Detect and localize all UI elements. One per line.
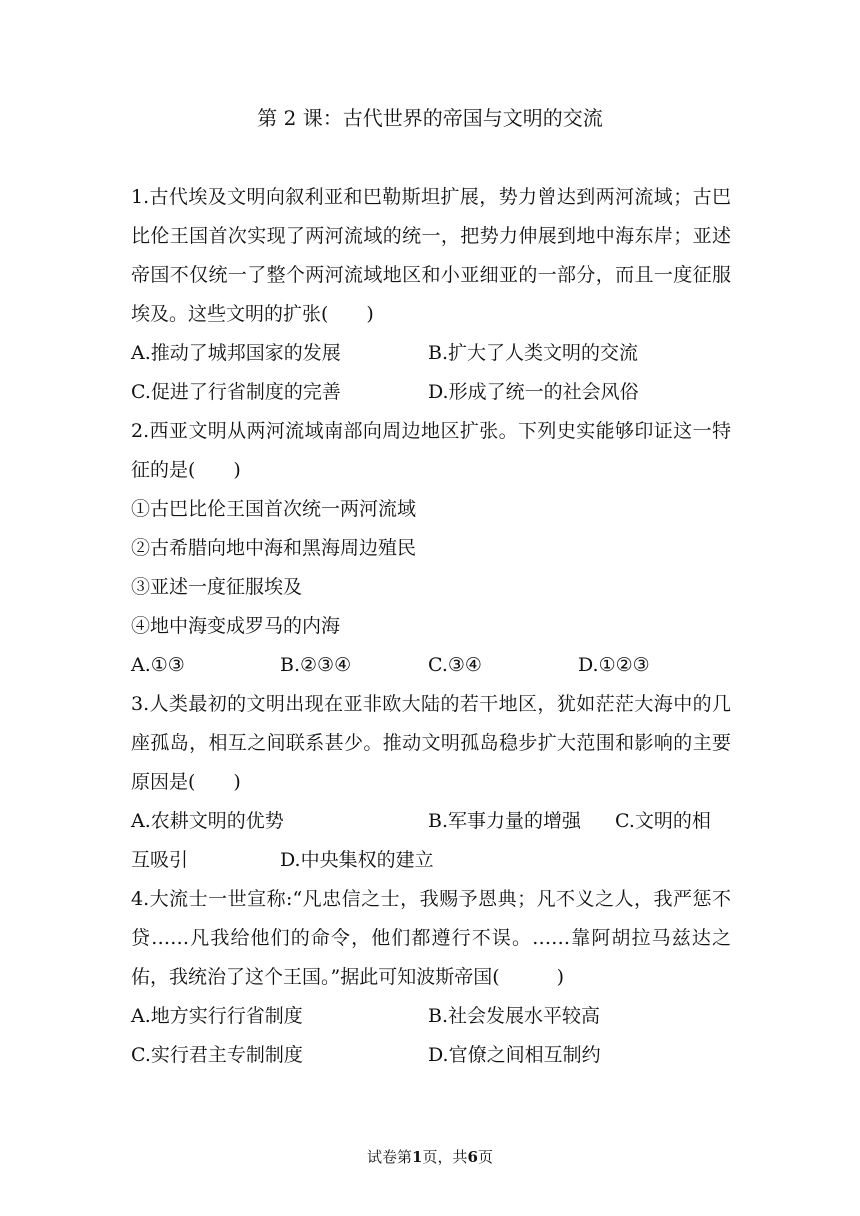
question-2-option-c[interactable]: C.③④ bbox=[428, 654, 482, 676]
footer-total-pages: 6 bbox=[467, 1148, 478, 1166]
question-2-stem: 2.西亚文明从两河流域南部向周边地区扩张。下列史实能够印证这一特征的是( ) bbox=[131, 420, 731, 481]
question-3-options-row-1 bbox=[131, 802, 731, 841]
question-1-stem: 1.古代埃及文明向叙利亚和巴勒斯坦扩展，势力曾达到两河流域；古巴比伦王国首次实现了两河流域的统一，把势力伸展到地中海东岸；亚述帝国不仅统一了整个两河流域地区和小亚细亚的一部分，而且一度征服埃及。这些文明的扩张( ) bbox=[131, 186, 731, 325]
question-1-option-c[interactable]: C.促进了行省制度的完善 bbox=[131, 381, 341, 403]
question-2-item-3: ③亚述一度征服埃及 bbox=[131, 576, 303, 598]
page-footer bbox=[0, 1146, 860, 1167]
question-2-option-d[interactable]: D.①②③ bbox=[578, 654, 650, 676]
question-3-stem: 3.人类最初的文明出现在亚非欧大陆的若干地区，犹如茫茫大海中的几座孤岛，相互之间联系甚少。推动文明孤岛稳步扩大范围和影响的主要原因是( ) bbox=[131, 693, 731, 793]
question-3-option-d[interactable]: D.中央集权的建立 bbox=[280, 849, 434, 871]
question-4-option-b[interactable]: B.社会发展水平较高 bbox=[428, 1005, 601, 1027]
question-4-stem: 4.大流士一世宣称:“凡忠信之士，我赐予恩典；凡不义之人，我严惩不贷……凡我给他们的命令，他们都遵行不误。……靠阿胡拉马兹达之佑，我统治了这个王国。”据此可知波斯帝国( ) bbox=[131, 888, 731, 988]
question-2-options-row bbox=[131, 646, 731, 685]
question-2-option-b[interactable]: B.②③④ bbox=[280, 654, 352, 676]
question-4-option-c[interactable]: C.实行君主专制制度 bbox=[131, 1044, 303, 1066]
question-2-item-4: ④地中海变成罗马的内海 bbox=[131, 615, 341, 637]
question-1-options-row-1 bbox=[131, 334, 731, 373]
question-3-option-a[interactable]: A.农耕文明的优势 bbox=[131, 810, 284, 832]
question-1-option-b[interactable]: B.扩大了人类文明的交流 bbox=[428, 342, 639, 364]
footer-page-number: 1 bbox=[412, 1148, 423, 1166]
question-3-options-row-2 bbox=[131, 841, 731, 880]
question-3-option-c-continued[interactable]: 互吸引 bbox=[131, 849, 189, 871]
question-4-options-row-2 bbox=[131, 1036, 731, 1075]
footer-prefix: 试卷第 bbox=[367, 1148, 413, 1166]
question-4-options-row-1 bbox=[131, 997, 731, 1036]
question-1-options-row-2 bbox=[131, 373, 731, 412]
question-2-option-a[interactable]: A.①③ bbox=[131, 654, 185, 676]
question-4-option-a[interactable]: A.地方实行行省制度 bbox=[131, 1005, 303, 1027]
footer-suffix: 页 bbox=[477, 1148, 493, 1166]
question-2-item-1: ①古巴比伦王国首次统一两河流域 bbox=[131, 498, 417, 520]
page-title: 第 2 课：古代世界的帝国与文明的交流 bbox=[257, 106, 603, 130]
question-1-option-a[interactable]: A.推动了城邦国家的发展 bbox=[131, 342, 341, 364]
question-list bbox=[131, 178, 731, 1075]
question-4-option-d[interactable]: D.官僚之间相互制约 bbox=[428, 1044, 601, 1066]
question-3-option-b[interactable]: B.军事力量的增强 bbox=[428, 810, 582, 832]
question-3-option-c[interactable]: C.文明的相 bbox=[615, 810, 711, 832]
question-2-item-2: ②古希腊向地中海和黑海周边殖民 bbox=[131, 537, 417, 559]
footer-middle: 页，共 bbox=[422, 1148, 468, 1166]
question-1-option-d[interactable]: D.形成了统一的社会风俗 bbox=[428, 381, 639, 403]
